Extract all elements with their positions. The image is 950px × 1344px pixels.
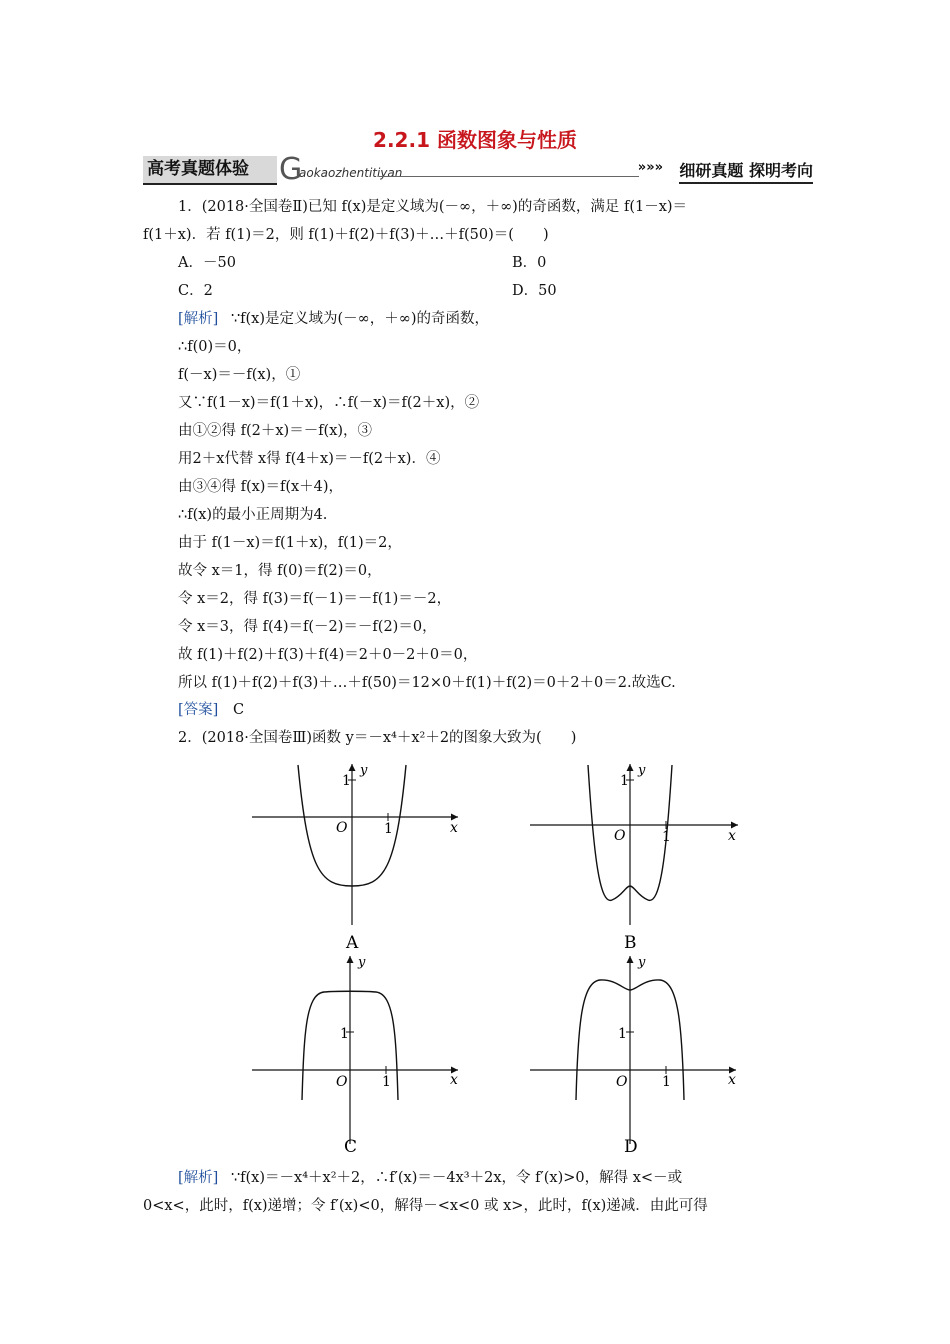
origin-label: O bbox=[614, 828, 626, 844]
tick-one-label: 1 bbox=[340, 1026, 349, 1042]
x-axis-label: x bbox=[728, 1072, 736, 1088]
tick-one-label: 1 bbox=[618, 1026, 627, 1042]
q1-option-b: B．0 bbox=[512, 255, 547, 271]
q1-step: 故令 x＝1，得 f(0)＝f(2)＝0， bbox=[178, 563, 382, 579]
q1-step: f(－x)＝－f(x)，① bbox=[178, 367, 301, 383]
q1-analysis-first: ∵f(x)是定义域为(－∞，＋∞)的奇函数， bbox=[230, 311, 489, 327]
y-axis-label: y bbox=[638, 763, 646, 778]
tick-one-label: 1 bbox=[662, 829, 671, 845]
panel-label-c: C bbox=[344, 1137, 358, 1157]
q1-line2: f(1＋x)．若 f(1)＝2，则 f(1)＋f(2)＋f(3)＋…＋f(50)＝( ) bbox=[143, 227, 549, 243]
x-axis-label: x bbox=[450, 820, 458, 836]
x-axis-label: x bbox=[728, 828, 736, 844]
y-axis-label: y bbox=[358, 955, 366, 970]
graph-panel-a bbox=[252, 763, 458, 953]
section-banner bbox=[143, 152, 815, 187]
q1-step: ∴f(x)的最小正周期为4. bbox=[178, 507, 328, 523]
q2-line1: 2．(2018·全国卷Ⅲ)函数 y＝－x⁴＋x²＋2的图象大致为( ) bbox=[178, 730, 577, 746]
q1-step: 用2＋x代替 x得 f(4＋x)＝－f(2＋x)．④ bbox=[178, 451, 441, 467]
x-axis-label: x bbox=[450, 1072, 458, 1088]
banner-pinyin: aokaozhentitiyan bbox=[299, 166, 403, 180]
q1-step: ∴f(0)＝0， bbox=[178, 339, 252, 355]
graph-panel-b bbox=[530, 763, 738, 953]
graph-panel-d bbox=[530, 955, 736, 1157]
page-title: 2.2.1 函数图象与性质 bbox=[373, 128, 577, 152]
tick-one-label: 1 bbox=[382, 1074, 391, 1090]
q1-answer-tag: [答案] bbox=[178, 702, 219, 718]
q2-analysis-tag: [解析] bbox=[178, 1170, 219, 1186]
q1-step: 所以 f(1)＋f(2)＋f(3)＋…＋f(50)＝12×0＋f(1)＋f(2)＝0＋2＋0＝2.故选C. bbox=[178, 675, 676, 691]
panel-label-b: B bbox=[624, 933, 637, 953]
q2-analysis-line1 bbox=[178, 1168, 682, 1188]
banner-right-label: 细研真题 探明考向 bbox=[679, 158, 813, 184]
banner-big-letter: G bbox=[279, 152, 303, 187]
origin-label: O bbox=[336, 820, 348, 836]
q1-option-d: D．50 bbox=[512, 283, 557, 299]
q1-option-a: A．－50 bbox=[178, 255, 236, 271]
banner-arrows: »»» bbox=[637, 160, 663, 175]
banner-rule bbox=[379, 176, 639, 177]
banner-label: 高考真题体验 bbox=[143, 156, 277, 185]
tick-one-label: 1 bbox=[342, 773, 351, 789]
q1-step: 由①②得 f(2＋x)＝－f(x)，③ bbox=[178, 423, 373, 439]
q1-analysis-tag: [解析] bbox=[178, 311, 219, 327]
q1-step: 由于 f(1－x)＝f(1＋x)，f(1)＝2， bbox=[178, 535, 402, 551]
origin-label: O bbox=[336, 1074, 348, 1090]
q1-step: 由③④得 f(x)＝f(x＋4)， bbox=[178, 479, 344, 495]
tick-one-label: 1 bbox=[384, 821, 393, 837]
origin-label: O bbox=[616, 1074, 628, 1090]
q2-analysis-text1: ∵f(x)＝－x⁴＋x²＋2，∴f′(x)＝－4x³＋2x，令 f′(x)>0，解得 x<－或 bbox=[230, 1170, 683, 1186]
panel-label-d: D bbox=[624, 1137, 638, 1157]
q1-answer: C bbox=[232, 702, 245, 718]
q1-answer-line bbox=[178, 700, 244, 720]
q1-step: 故 f(1)＋f(2)＋f(3)＋f(4)＝2＋0－2＋0＝0， bbox=[178, 647, 478, 663]
y-axis-label: y bbox=[360, 763, 368, 778]
q1-analysis-line bbox=[178, 309, 489, 329]
y-axis-label: y bbox=[638, 955, 646, 970]
q1-step: 令 x＝2，得 f(3)＝f(－1)＝－f(1)＝－2， bbox=[178, 591, 452, 607]
panel-label-a: A bbox=[346, 933, 359, 953]
q2-analysis-line2: 0<x<，此时，f(x)递增；令 f′(x)<0，解得－<x<0 或 x>，此时，f(x)递减．由此可得 bbox=[143, 1198, 708, 1214]
q1-step: 令 x＝3，得 f(4)＝f(－2)＝－f(2)＝0， bbox=[178, 619, 437, 635]
graph-panel-c bbox=[252, 955, 458, 1157]
tick-one-label: 1 bbox=[620, 773, 629, 789]
q1-step: 又∵f(1－x)＝f(1＋x)，∴f(－x)＝f(2＋x)，② bbox=[178, 395, 480, 411]
q2-graph-options bbox=[250, 760, 750, 1160]
q1-line1: 1．(2018·全国卷Ⅱ)已知 f(x)是定义域为(－∞，＋∞)的奇函数，满足 f(1－x)＝ bbox=[178, 199, 688, 215]
tick-one-label: 1 bbox=[662, 1074, 671, 1090]
q1-option-c: C．2 bbox=[178, 283, 213, 299]
